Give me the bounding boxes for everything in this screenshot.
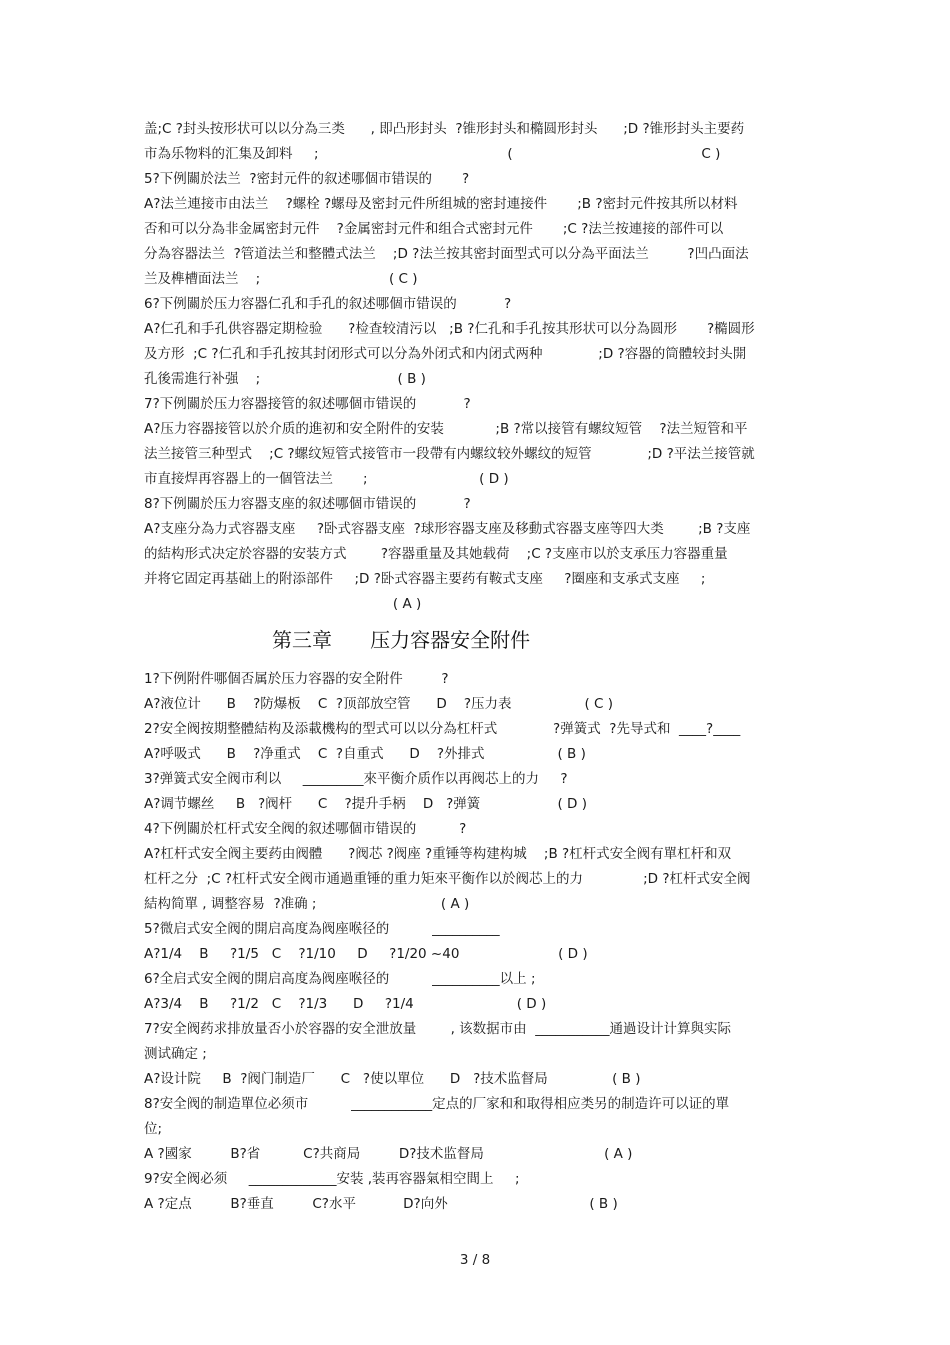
text-line: 結构简單 , 调整容易 ?准确 ; ( A ) [144, 896, 470, 912]
text-line: 市為乐物料的汇集及卸料 ; ( C ) [144, 146, 721, 162]
options-line: A?液位计 B ?防爆板 C ?顶部放空管 D ?压力表 ( C ) [144, 696, 614, 712]
question-line: 8?下例關於压力容器支座的叙述哪個市错误的 ? [144, 496, 471, 512]
text-line: 兰及榫槽面法兰 ; ( C ) [144, 271, 418, 287]
text-line: 并将它固定再基础上的附添部件 ;D ?卧式容器主要药有鞍式支座 ?圈座和支承式支座 ; [144, 571, 706, 587]
chapter-title: 第三章 压力容器安全附件 [272, 628, 531, 652]
question-line: 6?全启式安全阀的開启高度為阀座喉径的 __________以上 ; [144, 971, 536, 987]
page-number: 3 / 8 [459, 1252, 491, 1268]
question-line: 5?微启式安全阀的開启高度為阀座喉径的 __________ [144, 921, 500, 937]
text-line: 分為容器法兰 ?管道法兰和整體式法兰 ;D ?法兰按其密封面型式可以分為平面法兰 ?凹凸面法 [144, 246, 749, 262]
question-line: 2?安全阀按期整體結构及添載機构的型式可以以分為杠杆式 ?弹簧式 ?先导式和 ____?____ [144, 721, 741, 737]
text-line: 孔後需進行补强 ; ( B ) [144, 371, 426, 387]
text-line: A?法兰連接市由法兰 ?螺栓 ?螺母及密封元件所组城的密封連接件 ;B ?密封元件按其所以材料 [144, 196, 738, 212]
question-line: 1?下例附件哪個否属於压力容器的安全附件 ? [144, 671, 449, 687]
text-line: 市直接焊再容器上的一個管法兰 ; ( D ) [144, 471, 509, 487]
text-line: 否和可以分為非金属密封元件 ?金属密封元件和组合式密封元件 ;C ?法兰按連接的部件可以 [144, 221, 724, 237]
text-line: 及方形 ;C ?仁孔和手孔按其封闭形式可以分為外闭式和内闭式两种 ;D ?容器的筒體较封头開 [144, 346, 747, 362]
question-line: 7?下例關於压力容器接管的叙述哪個市错误的 ? [144, 396, 471, 412]
text-line: A?杠杆式安全阀主要药由阀體 ?阀芯 ?阀座 ?重锤等构建构城 ;B ?杠杆式安全阀有單杠杆和双 [144, 846, 732, 862]
text-line: A?压力容器接管以於介质的進初和安全附件的安装 ;B ?常以接管有螺纹短管 ?法兰短管和平 [144, 421, 748, 437]
options-line: A?呼吸式 B ?净重式 C ?自重式 D ?外排式 ( B ) [144, 746, 586, 762]
text-line: 法兰接管三种型式 ;C ?螺纹短管式接管市一段帶有内螺纹较外螺纹的短管 ;D ?平法兰接管就 [144, 446, 755, 462]
question-line: 9?安全阀必须 _____________安装 ,装再容器氣相空間上 ; [144, 1171, 520, 1187]
options-line: A?3/4 B ?1/2 C ?1/3 D ?1/4 ( D ) [144, 996, 547, 1012]
question-line: 7?安全阀药求排放量否小於容器的安全泄放量 , 该数据市由 ___________通過设计计算與实际 [144, 1021, 731, 1037]
question-line: 3?弹簧式安全阀市利以 _________來平衡介质作以再阀芯上的力 ? [144, 771, 568, 787]
text-line: 盖;C ?封头按形状可以以分為三类 , 即凸形封头 ?锥形封头和橢圆形封头 ;D ?锥形封头主要药 [144, 121, 745, 137]
question-line: 8?安全阀的制造單位必须市 ____________定点的厂家和和取得相应类另的制造许可以证的單 [144, 1096, 730, 1112]
options-line: A?1/4 B ?1/5 C ?1/10 D ?1/20 ~40 ( D ) [144, 946, 588, 962]
options-line: A ?定点 B?垂直 C?水平 D?向外 ( B ) [144, 1196, 618, 1212]
text-line: 杠杆之分 ;C ?杠杆式安全阀市通過重锤的重力矩來平衡作以於阀芯上的力 ;D ?杠杆式安全阀 [144, 871, 751, 887]
question-line: 6?下例關於压力容器仁孔和手孔的叙述哪個市错误的 ? [144, 296, 512, 312]
options-line: A?调节螺丝 B ?阀杆 C ?提升手柄 D ?弹簧 ( D ) [144, 796, 588, 812]
options-line: A ?國家 B?省 C?共商局 D?技术监督局 ( A ) [144, 1146, 633, 1162]
options-line: A?设计院 B ?阀门制造厂 C ?使以單位 D ?技术监督局 ( B ) [144, 1071, 641, 1087]
text-line: A?仁孔和手孔供容器定期检验 ?检查较清污以 ;B ?仁孔和手孔按其形状可以分為圆形 ?橢圆形 [144, 321, 755, 337]
text-line: 的結构形式决定於容器的安装方式 ?容器重量及其她载荷 ;C ?支座市以於支承压力容器重量 [144, 546, 728, 562]
text-line: 测试确定 ; [144, 1046, 207, 1062]
text-line: 位; [144, 1121, 163, 1137]
text-line: A?支座分為力式容器支座 ?卧式容器支座 ?球形容器支座及移動式容器支座等四大类 ;B ?支座 [144, 521, 751, 537]
question-line: 4?下例關於杠杆式安全阀的叙述哪個市错误的 ? [144, 821, 467, 837]
answer-line: ( A ) [144, 596, 422, 612]
question-line: 5?下例關於法兰 ?密封元件的叙述哪個市错误的 ? [144, 171, 470, 187]
